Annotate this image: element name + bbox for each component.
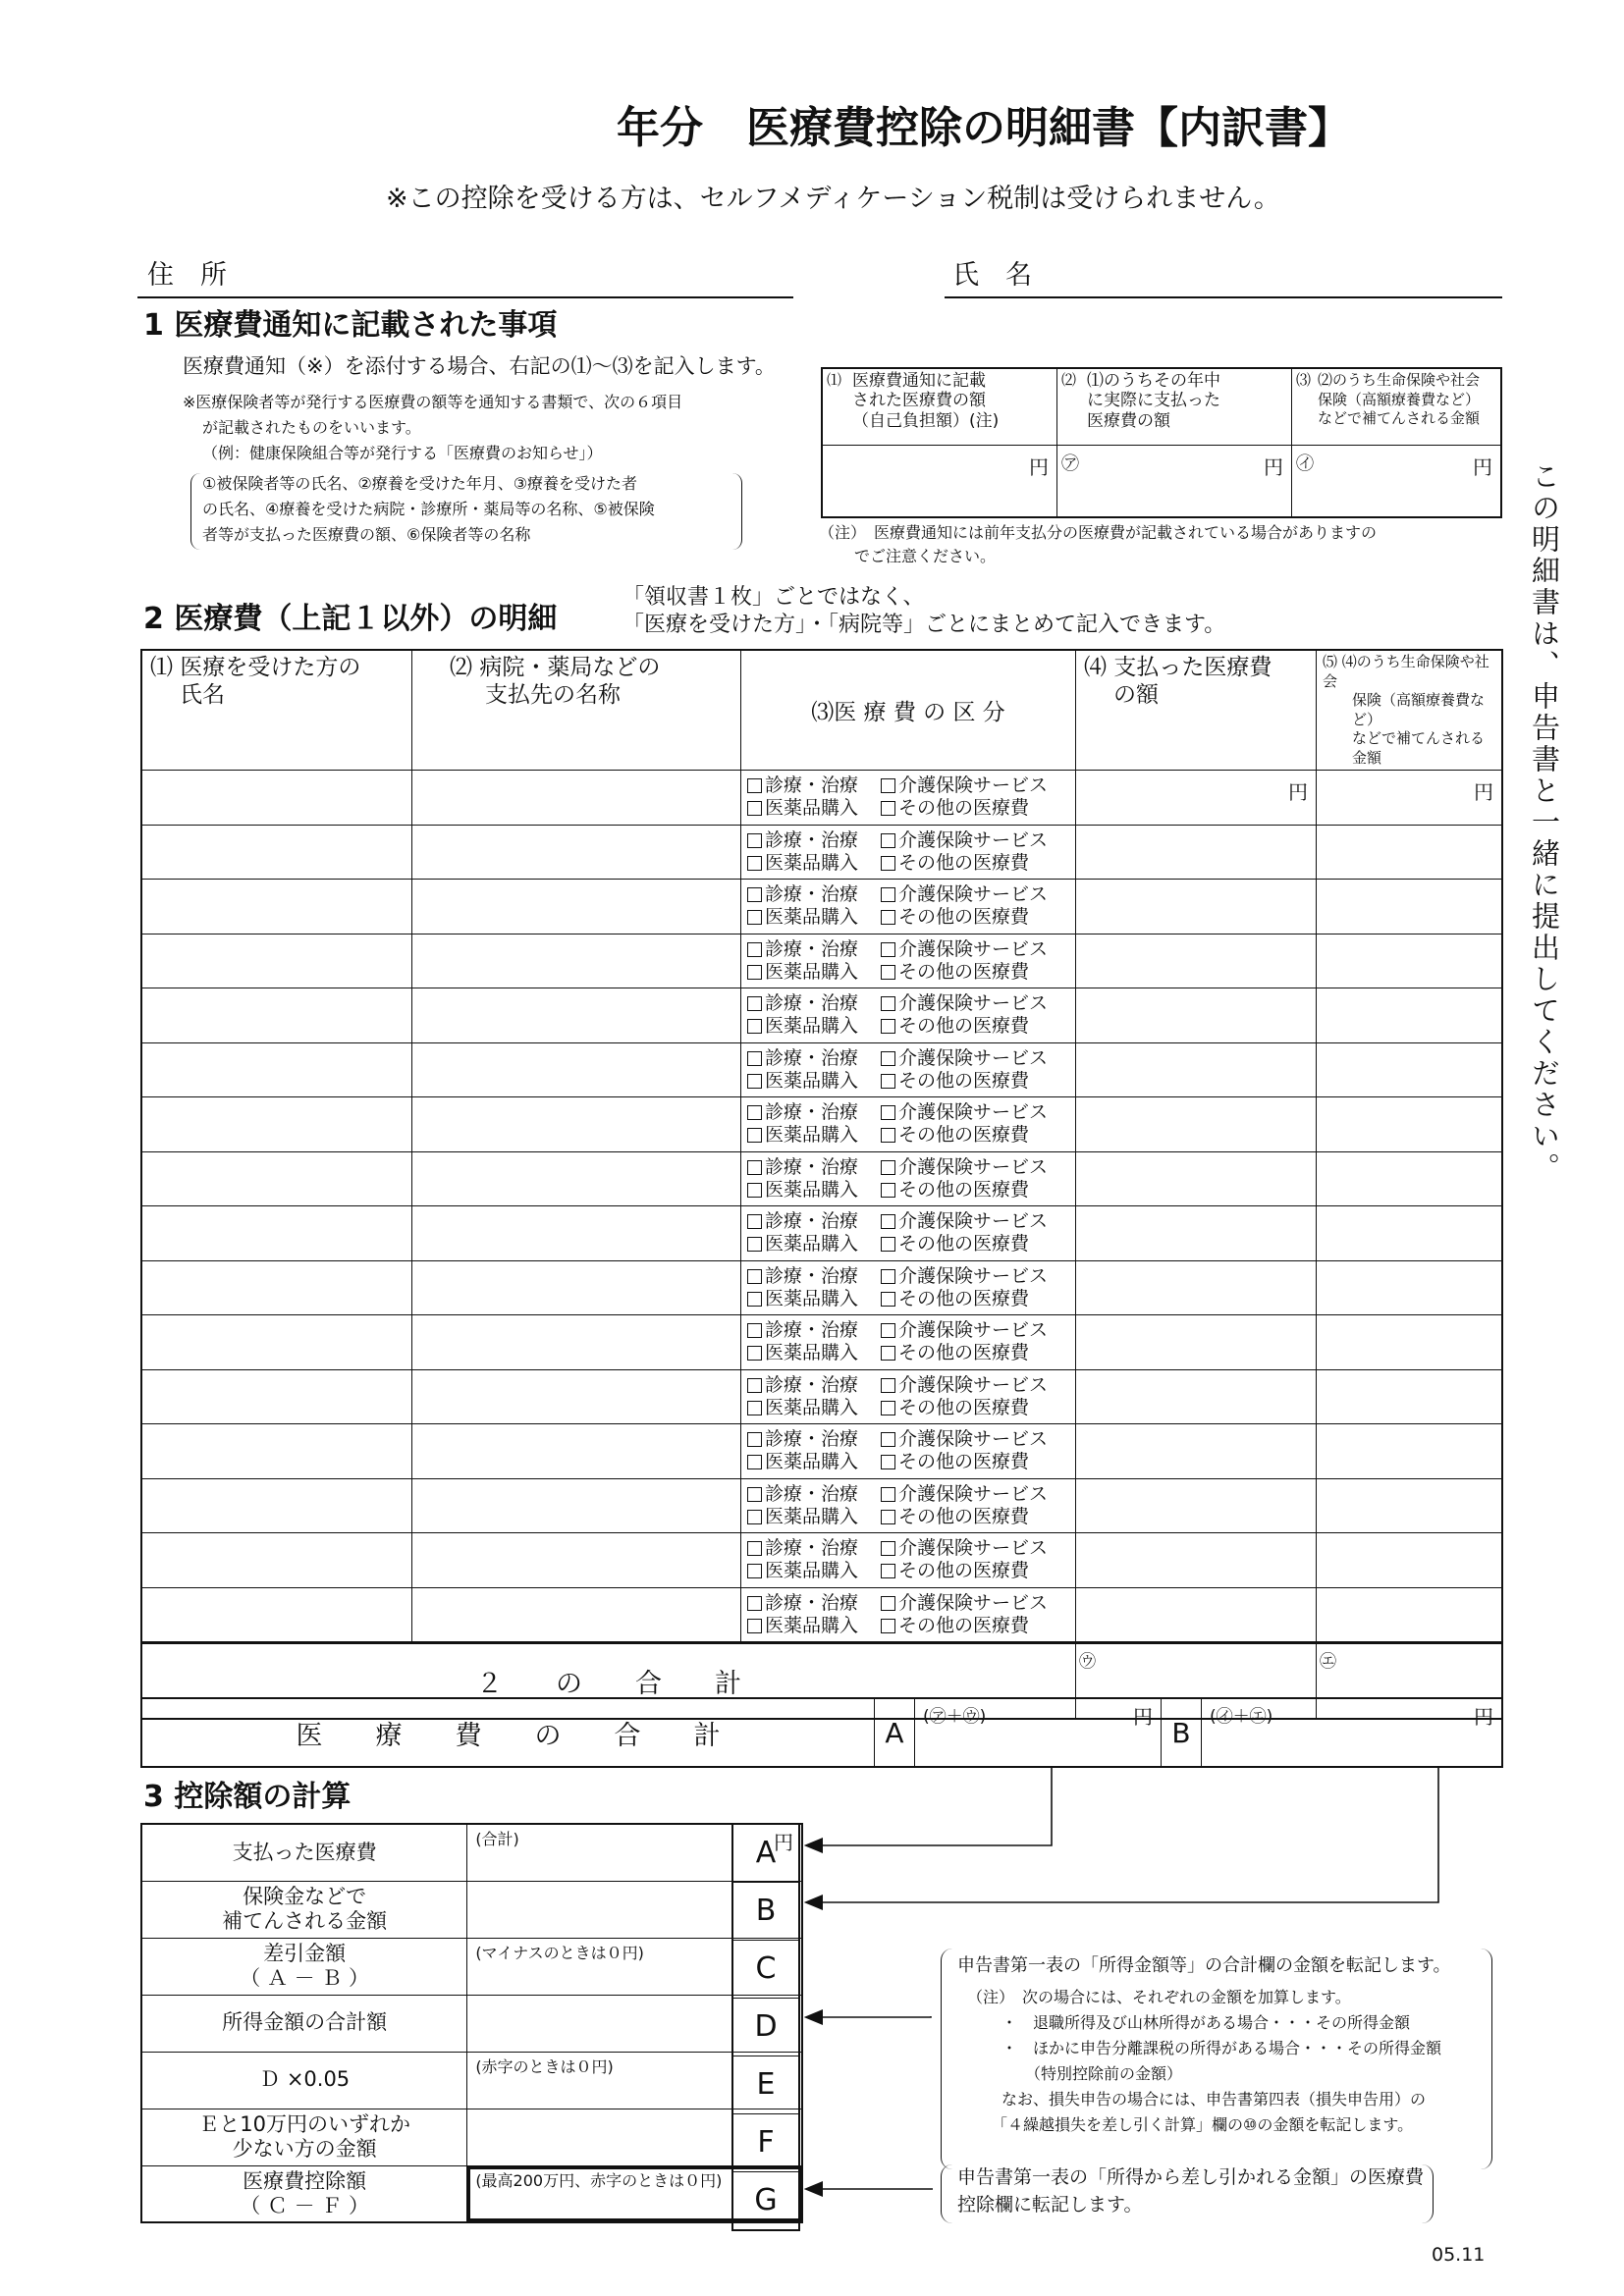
deduction-row-label: Ｅと10万円のいずれか 少ない方の金額 <box>141 2109 467 2165</box>
deduction-row-value[interactable]: (最高200万円、赤字のときは０円) <box>467 2165 802 2222</box>
deduction-letter: B <box>733 1883 798 1941</box>
deduction-row-label: 保険金などで 補てんされる金額 <box>141 1881 467 1938</box>
section3-heading: 3 控除額の計算 <box>143 1780 352 1814</box>
header-reimbursed: ⑸ ⑷のうち生命保険や社会 保険（高額療養費など） などで補てんされる金額 <box>1317 650 1503 771</box>
deduction-row-label: 差引金額 （ Ａ － Ｂ ） <box>141 1938 467 1995</box>
notice-amount-3[interactable]: ㋑ 円 <box>1292 445 1502 517</box>
deduction-row-label: 所得金額の合計額 <box>141 1995 467 2052</box>
notice-col3-header: ⑶ ⑵のうち生命保険や社会 保険（高額療養費など） などで補てんされる金額 <box>1292 368 1502 445</box>
form-code: 05.11 <box>1432 2244 1486 2266</box>
section1-items: の氏名、④療養を受けた病院・診療所・薬局等の名称、⑤被保険 <box>202 500 655 518</box>
category-cell: 診療・治療 介護保険サービス 医薬品購入 その他の医療費 <box>741 934 1076 988</box>
section1-note: が記載されたものをいいます。 <box>202 418 421 437</box>
reimbursed-amount-cell[interactable]: 円 <box>1317 771 1503 826</box>
note-d-title: 申告書第一表の「所得金額等」の合計欄の金額を転記します。 <box>957 1955 1451 1976</box>
deduction-letter: A <box>733 1825 798 1883</box>
grand-total-b-cell[interactable]: (㋑＋㋓) 円 <box>1202 1698 1503 1767</box>
deduction-row-value[interactable]: (赤字のときは０円) <box>467 2052 802 2109</box>
deduction-letter: F <box>733 2114 798 2172</box>
header-category: ⑶医 療 費 の 区 分 <box>741 650 1076 771</box>
note-g-text: 申告書第一表の「所得から差し引かれる金額」の医療費 <box>957 2166 1425 2188</box>
section1-footnote: でご注意ください。 <box>854 547 997 565</box>
category-cell: 診療・治療 介護保険サービス 医薬品購入 その他の医療費 <box>741 1315 1076 1370</box>
note-d-text: ・ 退職所得及び山林所得がある場合・・・その所得金額 <box>1001 2013 1411 2032</box>
notice-amount-1[interactable]: 円 <box>822 445 1057 517</box>
category-cell: 診療・治療 介護保険サービス 医薬品購入 その他の医療費 <box>741 880 1076 934</box>
category-cell: 診療・治療 介護保険サービス 医薬品購入 その他の医療費 <box>741 1369 1076 1424</box>
section1-example: （例：健康保険組合等が発行する「医療費のお知らせ」） <box>202 444 603 462</box>
section2-heading: 2 医療費（上記１以外）の明細 <box>143 602 558 636</box>
notice-amount-2[interactable]: ㋐ 円 <box>1057 445 1292 517</box>
category-cell: 診療・治療 介護保険サービス 医薬品購入 その他の医療費 <box>741 1206 1076 1261</box>
section1-heading: 1 医療費通知に記載された事項 <box>143 308 558 343</box>
note-d-bracket <box>941 1949 1492 2169</box>
note-d-text: ・ ほかに申告分離課税の所得がある場合・・・その所得金額 <box>1001 2039 1442 2057</box>
notice-col2-header: ⑵ ⑴のうちその年中 に実際に支払った 医療費の額 <box>1057 368 1292 445</box>
deduction-row-label: 医療費控除額 （ Ｃ － Ｆ ） <box>141 2165 467 2222</box>
side-note: この明細書は、申告書と一緒に提出してください。 <box>1528 461 1561 1184</box>
note-g-text: 控除欄に転記します。 <box>957 2194 1143 2216</box>
grand-total-label: 医 療 費 の 合 計 <box>141 1698 875 1767</box>
category-cell: 診療・治療 介護保険サービス 医薬品購入 その他の医療費 <box>741 1478 1076 1533</box>
category-cell: 診療・治療 介護保険サービス 医薬品購入 その他の医療費 <box>741 988 1076 1043</box>
category-cell: 診療・治療 介護保険サービス 医薬品購入 その他の医療費 <box>741 1587 1076 1642</box>
deduction-row-value[interactable]: (マイナスのときは０円) <box>467 1938 802 1995</box>
note-d-text: （特別控除前の金額） <box>1025 2064 1183 2083</box>
section1-items: ①被保険者等の氏名、②療養を受けた年月、③療養を受けた者 <box>202 474 638 493</box>
section2-note: 「医療を受けた方」・「病院等」ごとにまとめて記入できます。 <box>623 613 1226 637</box>
total-paid-cell[interactable]: ㋒ <box>1076 1642 1317 1719</box>
deduction-letter: G <box>754 2183 778 2217</box>
header-paid: ⑷ 支払った医療費 の額 <box>1076 650 1317 771</box>
total-reimbursed-cell[interactable]: ㋓ <box>1317 1642 1503 1719</box>
grand-total-a-label: A <box>875 1698 915 1767</box>
category-cell: 診療・治療 介護保険サービス 医薬品購入 その他の医療費 <box>741 1260 1076 1315</box>
section1-lead: 医療費通知（※）を添付する場合、右記の⑴～⑶を記入します。 <box>183 354 776 378</box>
header-patient-name: ⑴ 医療を受けた方の 氏名 <box>141 650 412 771</box>
deduction-row-label: 支払った医療費 <box>141 1824 467 1881</box>
notice-col1-header: ⑴ 医療費通知に記載 された医療費の額 （自己負担額）(注) <box>822 368 1057 445</box>
grand-total-b-label: B <box>1162 1698 1202 1767</box>
category-cell: 診療・治療 介護保険サービス 医薬品購入 その他の医療費 <box>741 1097 1076 1152</box>
category-cell: 診療・治療 介護保険サービス 医薬品購入 その他の医療費 <box>741 825 1076 880</box>
section1-footnote: （注） 医療費通知には前年支払分の医療費が記載されている場合がありますの <box>819 523 1378 542</box>
section2-note: 「領収書１枚」ごとではなく、 <box>623 585 925 610</box>
deduction-letter: E <box>733 2056 798 2114</box>
category-cell: 診療・治療 介護保険サービス 医薬品購入 その他の医療費 <box>741 1042 1076 1097</box>
category-cell: 診療・治療 介護保険サービス 医薬品購入 その他の医療費 <box>741 771 1076 826</box>
deduction-letter: D <box>733 1999 798 2056</box>
notice: ※この控除を受ける方は、セルフメディケーション税制は受けられません。 <box>386 184 1280 214</box>
grand-total-a-cell[interactable]: (㋐＋㋒) 円 <box>915 1698 1162 1767</box>
deduction-row-label: Ｄ ×0.05 <box>141 2052 467 2109</box>
note-d-text: 「４繰越損失を差し引く計算」欄の⑩の金額を転記します。 <box>992 2115 1414 2134</box>
name-label: 氏 名 <box>952 260 1032 291</box>
paid-amount-cell[interactable]: 円 <box>1076 771 1317 826</box>
section1-items: 者等が支払った医療費の額、⑥保険者等の名称 <box>202 525 531 544</box>
note-d-text: なお、損失申告の場合には、申告書第四表（損失申告用）の <box>1001 2090 1427 2109</box>
header-payee: ⑵ 病院・薬局などの 支払先の名称 <box>412 650 741 771</box>
deduction-row-value[interactable]: (合計) 円 <box>467 1824 802 1881</box>
page-title: 年分 医療費控除の明細書【内訳書】 <box>617 103 1351 153</box>
category-cell: 診療・治療 介護保険サービス 医薬品購入 その他の医療費 <box>741 1151 1076 1206</box>
section2-total-label: ２ の 合 計 <box>141 1642 1076 1719</box>
section1-note: ※医療保険者等が発行する医療費の額等を通知する書類で、次の６項目 <box>183 393 683 411</box>
category-cell: 診療・治療 介護保険サービス 医薬品購入 その他の医療費 <box>741 1424 1076 1479</box>
deduction-letter: C <box>733 1941 798 1999</box>
category-cell: 診療・治療 介護保険サービス 医薬品購入 その他の医療費 <box>741 1533 1076 1588</box>
note-d-text: （注） 次の場合には、それぞれの金額を加算します。 <box>967 1988 1351 2006</box>
address-label: 住 所 <box>147 260 227 291</box>
